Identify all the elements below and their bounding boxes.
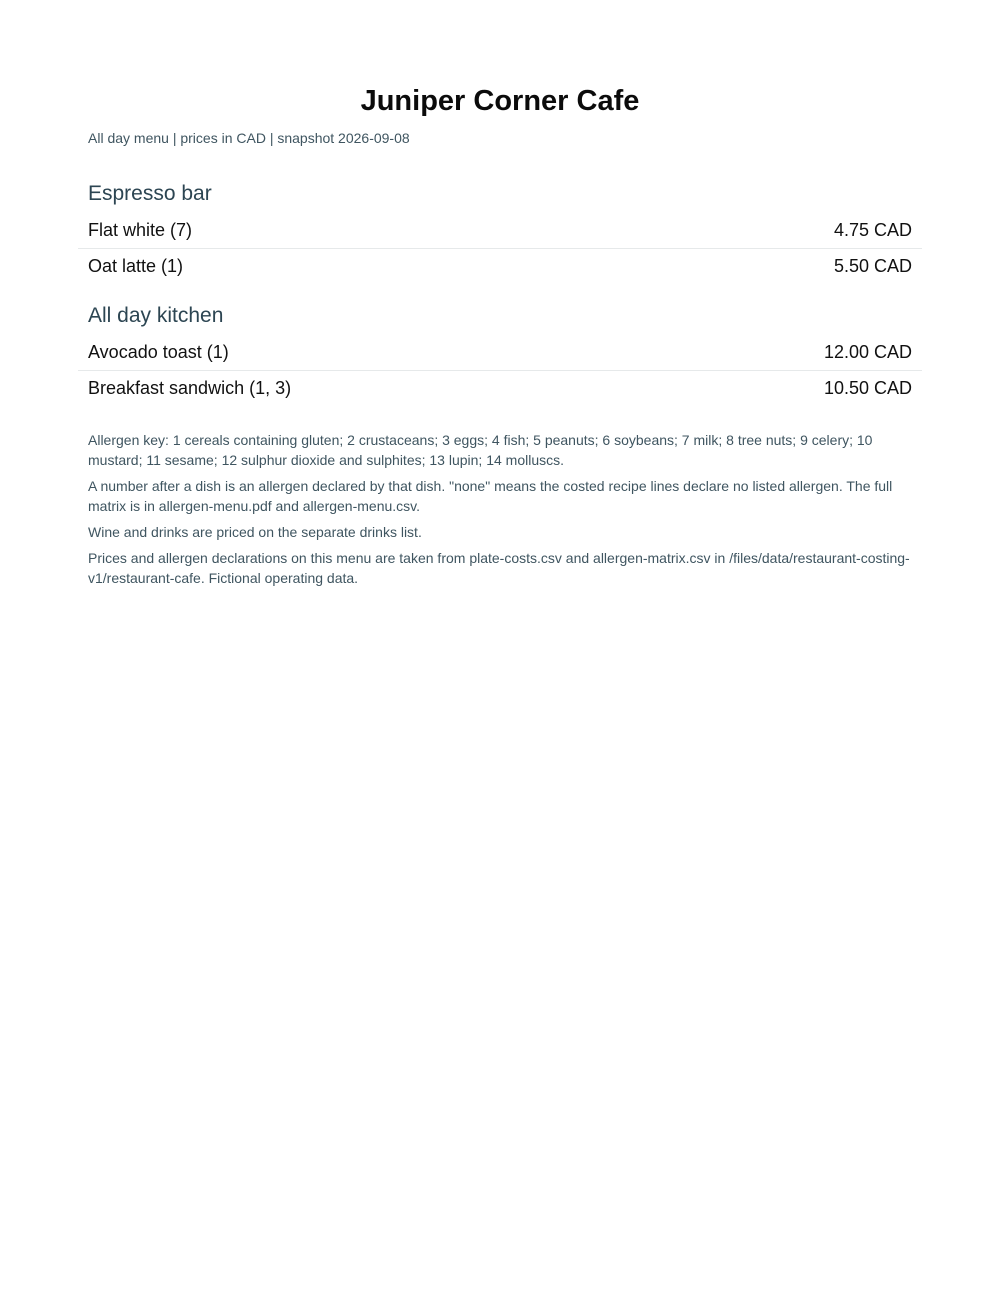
menu-item: [78, 212, 922, 248]
menu-item-price: 4.75 CAD: [833, 219, 912, 240]
menu-list: [78, 212, 922, 284]
allergen-key-note: Allergen key: 1 cereals containing gluten; 2 crustaceans; 3 eggs; 4 fish; 5 peanuts; 6 soybeans; 7 milk; 8 tree nuts; 9 celery; 10 mustard; 11 sesame; 12 sulphur dioxide and sulphites; 13 lupin; 14 molluscs.: [88, 432, 873, 468]
allergen-explanation-note: A number after a dish is an allergen declared by that dish. "none" means the costed recipe lines declare no listed allergen. The full matrix is in allergen-menu.pdf and allergen-menu.csv.: [88, 478, 893, 514]
menu-item-name: Avocado toast (1): [88, 341, 229, 362]
section-title: Espresso bar: [88, 182, 212, 205]
menu-notes: [88, 430, 912, 588]
menu-item: [78, 370, 922, 406]
menu-item-name: Flat white (7): [88, 219, 193, 240]
page-subtitle: All day menu | prices in CAD | snapshot 2026-09-08: [88, 130, 410, 146]
menu-item: [78, 248, 922, 284]
menu-content: [88, 80, 912, 594]
section-espresso-bar: [88, 180, 912, 284]
source-note: Prices and allergen declarations on this menu are taken from plate-costs.csv and allergen-matrix.csv in /files/data/restaurant-costing-v1/restaurant-cafe. Fictional operating data.: [88, 550, 910, 586]
menu-item-price: 5.50 CAD: [833, 256, 912, 276]
section-title: All day kitchen: [88, 304, 224, 327]
menu-item: [78, 334, 922, 370]
menu-item-price: 12.00 CAD: [823, 341, 912, 362]
menu-item-name: Breakfast sandwich (1, 3): [88, 378, 292, 398]
page-title: Juniper Corner Cafe: [360, 85, 640, 117]
drinks-note: Wine and drinks are priced on the separate drinks list.: [88, 524, 422, 540]
menu-item-price: 10.50 CAD: [823, 378, 912, 398]
menu-list: [78, 334, 922, 406]
section-all-day-kitchen: [88, 302, 912, 406]
menu-item-name: Oat latte (1): [88, 256, 184, 276]
